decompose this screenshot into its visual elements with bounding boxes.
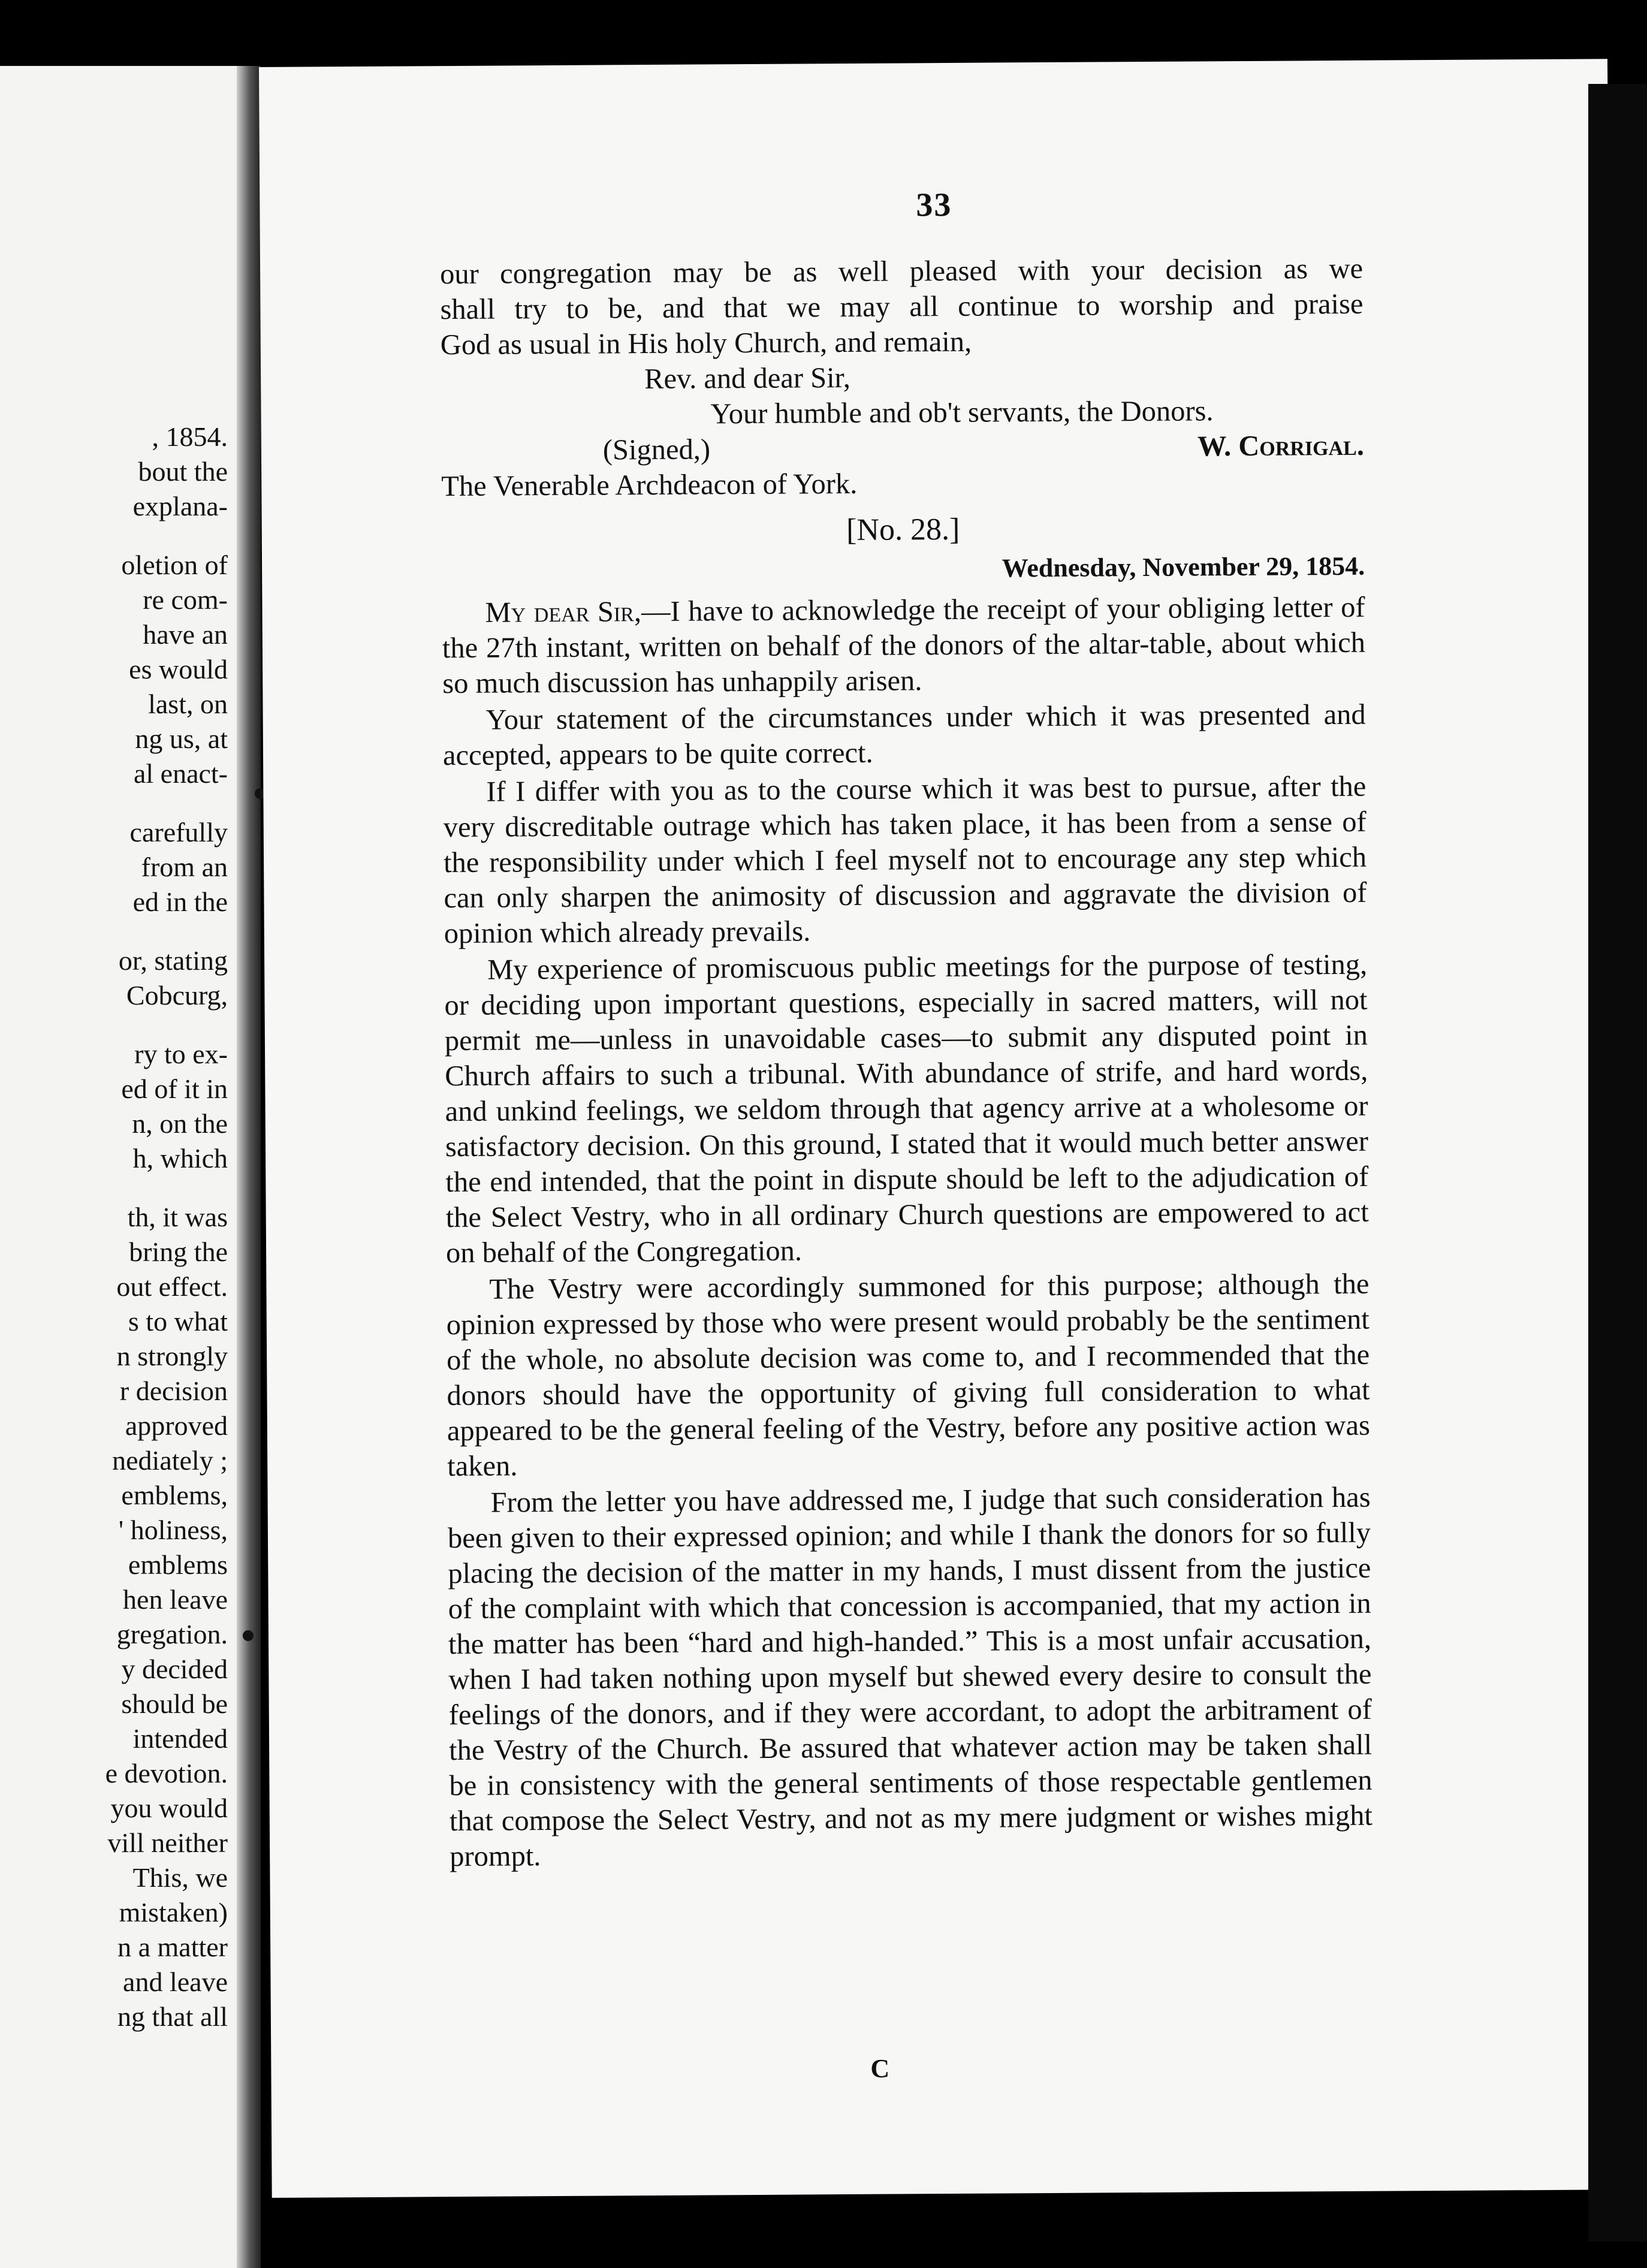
left-page-line: emblems, — [121, 1480, 228, 1510]
left-page-gap — [0, 1013, 228, 1037]
paragraph: If I differ with you as to the course which it was best to pursue, after the very discreditable outrage which has taken place, it has been from a sense of the responsibility under which I feel myself not to encourage any step which can only sharpen the animosity of discussion and aggravate the division of opinion which already prevails. — [443, 770, 1367, 950]
left-page-line: al enact- — [133, 758, 228, 789]
left-page-line: oletion of — [121, 550, 228, 580]
closing-line: Your humble and ob't servants, the Donors. — [710, 395, 1214, 430]
left-page-line: re com- — [143, 584, 228, 615]
left-page-line: approved — [125, 1410, 228, 1441]
left-page-line: y decided — [121, 1654, 228, 1684]
left-page-line: vill neither — [107, 1827, 228, 1858]
signature-line — [441, 428, 1364, 469]
left-page-gap — [0, 1176, 228, 1200]
book-gutter — [237, 66, 261, 2268]
left-page-line: carefully — [129, 817, 228, 848]
signed-label: (Signed,) — [602, 433, 711, 466]
paragraph: The Vestry were accordingly summoned for this purpose; although the opinion expressed by those who were present would probably be the sentiment of the whole, no absolute decision was come to, and I recommended that the donors should have the opportunity of giving full consideration to what appeared to be the general feeling of the Vestry, before any positive action was taken. — [446, 1268, 1371, 1483]
left-page-line: ' holiness, — [118, 1515, 228, 1545]
left-page-line: explana- — [132, 491, 228, 521]
paragraph: Your statement of the circumstances under which it was presented and accepted, appears to be quite correct. — [442, 698, 1366, 772]
opening-line: shall try to be, and that we may all continue to worship and praise — [440, 288, 1364, 326]
left-page-line: should be — [121, 1688, 228, 1719]
left-page-line: out effect. — [116, 1271, 228, 1302]
left-page-line: and leave — [123, 1967, 228, 1997]
left-page-line: or, stating — [118, 945, 228, 976]
paragraph — [442, 590, 1365, 701]
left-page-line: ry to ex- — [134, 1039, 228, 1069]
opening-line: our congregation may be as well pleased with your decision as we — [439, 252, 1364, 291]
signer-name: W. Corrigal. — [1197, 429, 1365, 463]
left-page-line: bring the — [129, 1236, 228, 1267]
left-page-line: , 1854. — [152, 421, 228, 452]
letter-number: [No. 28.] — [846, 512, 960, 548]
left-page-line: ng that all — [117, 2001, 228, 2032]
page-number: 33 — [916, 186, 952, 224]
left-page-line: from an — [141, 852, 228, 882]
left-page-line: you would — [110, 1793, 228, 1823]
left-page-line: r decision — [119, 1376, 228, 1406]
left-page-line: n, on the — [132, 1108, 228, 1139]
left-page-line: n a matter — [117, 1932, 228, 1962]
binding-dot — [243, 1630, 254, 1641]
left-page-line: gregation. — [116, 1619, 228, 1649]
signature-mark: C — [870, 2053, 890, 2083]
page-edge-shadow — [1588, 84, 1647, 2242]
left-page-line: mistaken) — [119, 1897, 228, 1928]
dateline: Wednesday, November 29, 1854. — [1002, 551, 1365, 583]
left-page-line: hen leave — [123, 1584, 228, 1615]
left-page-line: ng us, at — [135, 723, 228, 754]
right-page — [259, 59, 1621, 2198]
greeting: My dear Sir, — [485, 596, 642, 629]
salutation-close: Rev. and dear Sir, — [644, 361, 851, 396]
left-page-line: bout the — [138, 456, 228, 487]
left-page-line: Cobcurg, — [126, 980, 228, 1011]
left-page-line: have an — [143, 619, 228, 650]
paragraph-text: —I have to acknowledge the receipt of your obliging letter of the 27th instant, written on behalf of the donors of the altar-table, about which so much discussion has unhappily arisen. — [442, 591, 1366, 700]
left-page-line: n strongly — [116, 1341, 228, 1371]
left-page-line: last, on — [148, 689, 228, 719]
paragraph: From the letter you have addressed me, I judge that such consideration has been given to their expressed opinion; and while I thank the donors for so fully placing the decision of the matter in my hands, I must dissent from the justice of the complaint with which that concession is accompanied, that my action in the matter has been “hard and high-handed.” This is a most unfair accusation, when I had taken nothing upon myself but shewed every desire to consult the feelings of the donors, and if they were accordant, to adopt the arbitrament of the Vestry of the Church. Be assured that whatever action may be taken shall be in consistency with the general sentiments of those respectable gentlemen that compose the Select Vestry, and not as my mere judgment or wishes might prompt. — [447, 1481, 1373, 1873]
page-content — [440, 251, 1372, 1874]
left-page-gap — [0, 524, 228, 548]
left-page-line: This, we — [132, 1862, 228, 1893]
opening-line: God as usual in His holy Church, and remain, — [440, 325, 972, 361]
left-page-line: th, it was — [127, 1202, 228, 1232]
left-page-line: ed in the — [132, 886, 228, 917]
paragraph: My experience of promiscuous public meetings for the purpose of testing, or deciding upon important questions, especially in sacred matters, will not permit me—unless in unavoidable cases—to submit any disputed point in Church affairs to such a tribunal. With abundance of strife, and hard words, and unkind feelings, we seldom through that agency arrive at a wholesome or satisfactory decision. On this ground, I stated that it would much better answer the end intended, that the point in dispute should be left to the adjudication of the Select Vestry, who in all ordinary Church questions are empowered to act on behalf of the Congregation. — [444, 948, 1369, 1269]
left-page-line: nediately ; — [112, 1445, 228, 1476]
left-page-line: e devotion. — [105, 1758, 228, 1789]
left-page-line: intended — [132, 1723, 228, 1754]
left-page — [0, 66, 252, 2268]
left-page-line: ed of it in — [121, 1073, 228, 1104]
addressee: The Venerable Archdeacon of York. — [441, 468, 858, 503]
left-page-line: emblems — [128, 1549, 228, 1580]
left-page-gap — [0, 919, 228, 943]
left-page-line: s to what — [128, 1306, 228, 1337]
left-page-line: h, which — [132, 1143, 228, 1174]
left-page-line: es would — [129, 654, 228, 684]
left-page-text — [0, 420, 228, 2034]
left-page-gap — [0, 791, 228, 815]
